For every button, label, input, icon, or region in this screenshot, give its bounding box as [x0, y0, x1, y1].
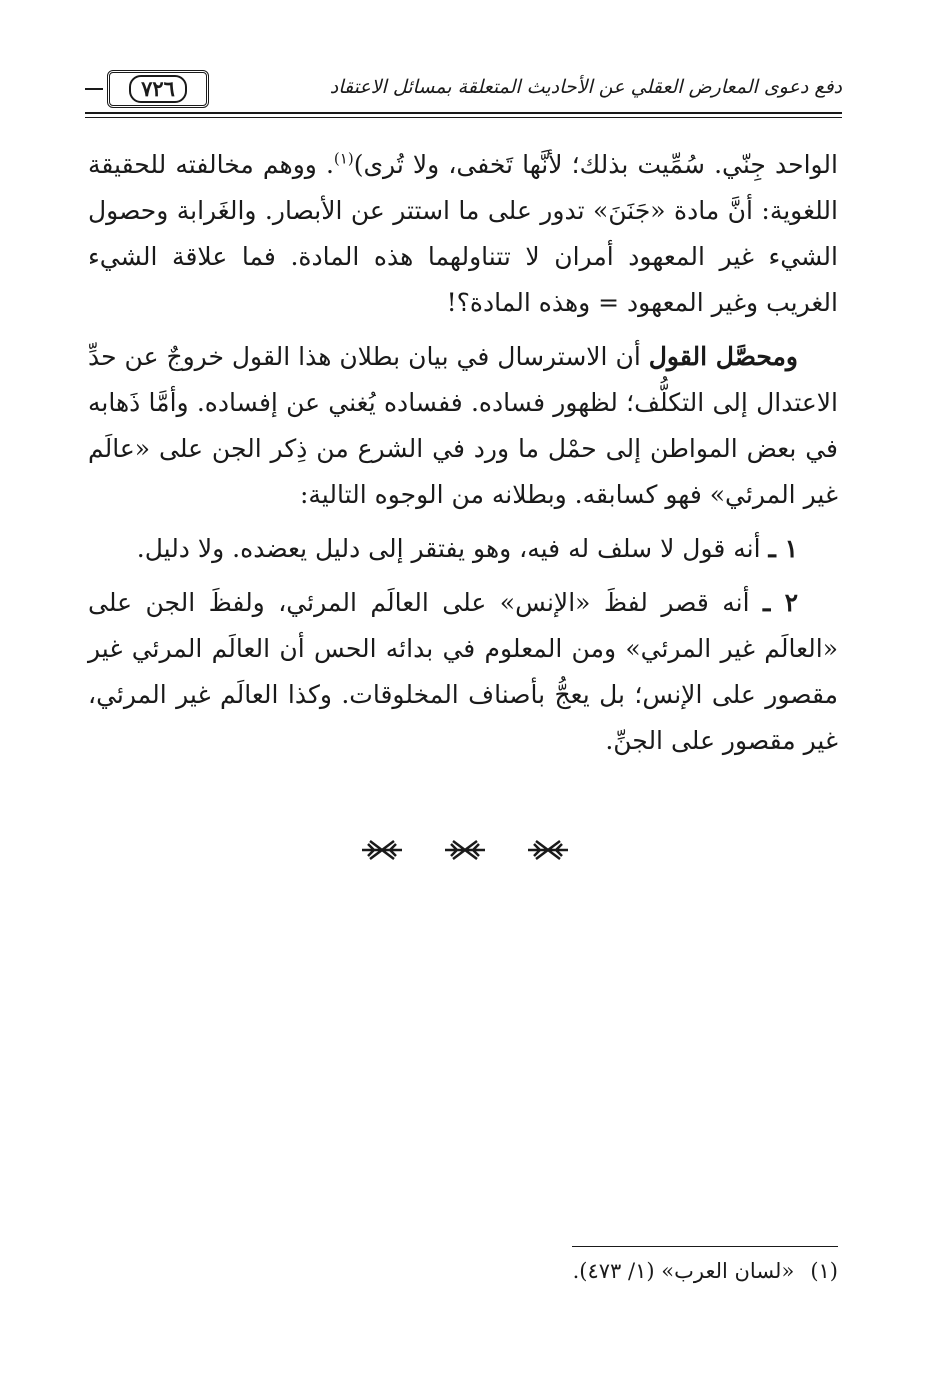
footnote-text: «لسان العرب» (١/ ٤٧٣). [572, 1259, 795, 1283]
fleuron-icon [360, 838, 404, 862]
header-lead-line [85, 88, 103, 90]
running-title: دفع دعوى المعارض العقلي عن الأحاديث المتعلقة بمسائل الاعتقاد [329, 76, 842, 98]
paragraph-1 [88, 142, 838, 326]
page-number: ٧٢٦ [129, 75, 187, 103]
list-item-1-number: ١ ـ [768, 534, 798, 563]
footnote-reference: (١) [333, 149, 354, 168]
paragraph-2-lead: ومحصَّل القول [648, 342, 798, 371]
fleuron-icon [443, 838, 487, 862]
page-header [85, 70, 842, 125]
list-item-2-number: ٢ ـ [763, 588, 798, 617]
paragraph-2-text: أن الاسترسال في بيان بطلان هذا القول خروجٌ عن حدِّ الاعتدال إلى التكلُّف؛ لظهور فساده. ففساده يُغني عن إفساده. وأمَّا ذَهابه في بعض المواطن إلى حمْل ما ورد في الشرع من ذِكر الجن على «عالَم غير المرئي» فهو كسابقه. وبطلانه من الوجوه التالية: [88, 342, 838, 509]
paragraph-2 [88, 334, 838, 518]
paragraph-1-text: الواحد جِنّي. سُمِّيت بذلك؛ لأنَّها تَخفى، ولا تُرى) [353, 150, 838, 179]
footnote [400, 1256, 838, 1286]
main-text [88, 142, 838, 772]
list-item-2 [88, 580, 838, 764]
section-end-ornament [360, 830, 570, 870]
footnote-separator [572, 1246, 838, 1247]
footnote-marker: (١) [810, 1259, 838, 1283]
header-rule-thin [85, 117, 842, 118]
header-rule [85, 112, 842, 114]
list-item-1-text: أنه قول لا سلف له فيه، وهو يفتقر إلى دليل يعضده. ولا دليل. [136, 534, 769, 563]
page-number-frame [107, 70, 209, 108]
list-item-2-text: أنه قصر لفظَ «الإنس» على العالَم المرئي، ولفظَ الجن على «العالَم غير المرئي» ومن المعلوم في بدائه الحس أن العالَم المرئي غير مقصور على الإنس؛ بل يعجُّ بأصناف المخلوقات. وكذا العالَم غير المرئي، غير مقصور على الجنِّ. [88, 588, 838, 755]
list-item-1 [88, 526, 838, 572]
fleuron-icon [526, 838, 570, 862]
paragraph-1-rest: . ووهم مخالفته للحقيقة اللغوية: أنَّ مادة «جَنَنَ» تدور على ما استتر عن الأبصار. والغَرابة وحصول الشيء غير المعهود أمران لا تتناولهما هذه المادة. فما علاقة الشيء الغريب وغير المعهود = وهذه المادة؟! [88, 150, 838, 317]
